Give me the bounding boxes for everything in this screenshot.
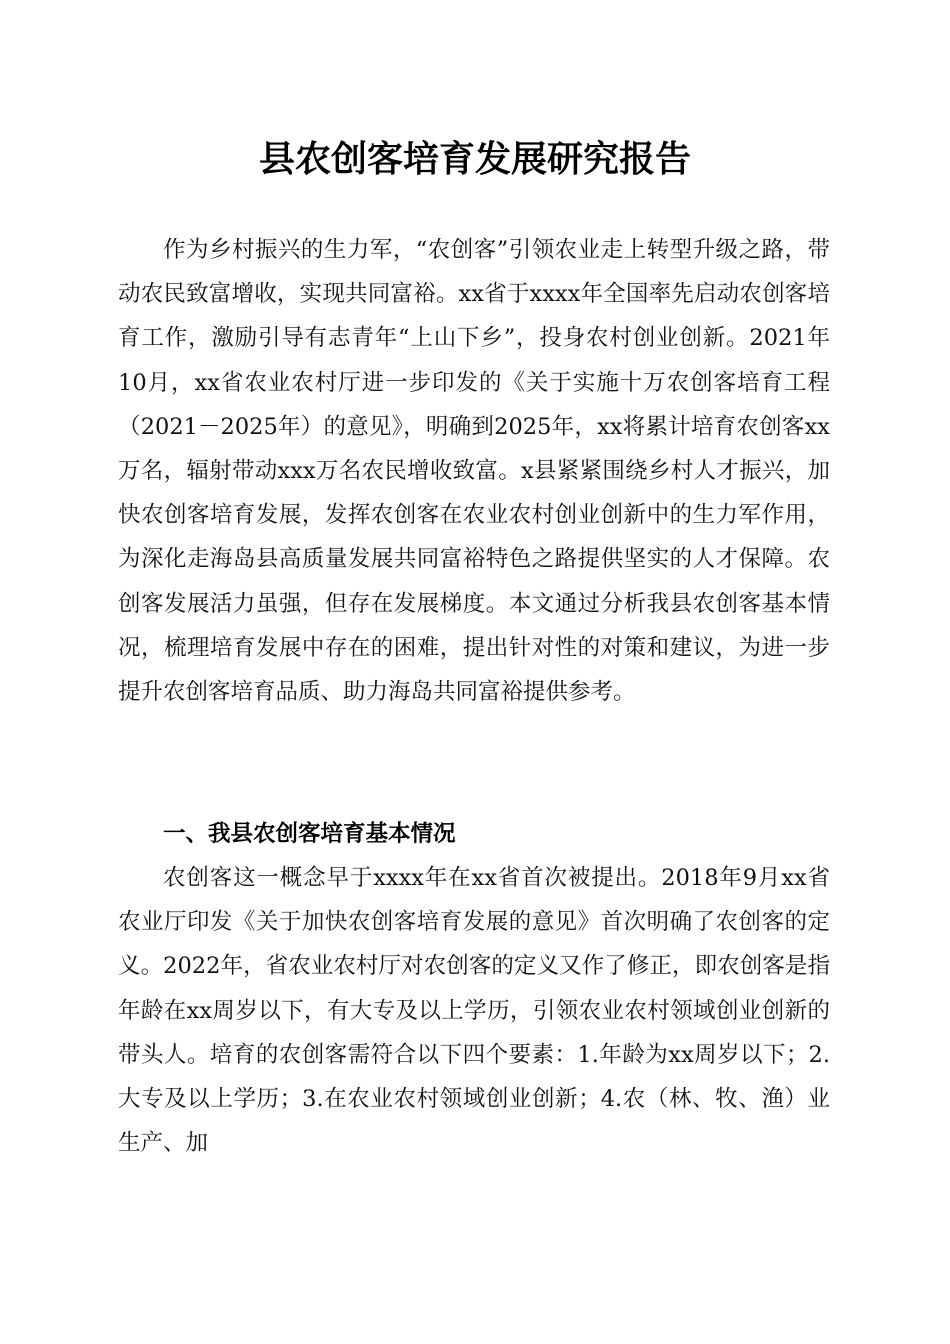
section-heading: 一、我县农创客培育基本情况 <box>163 821 456 847</box>
intro-paragraph: 作为乡村振兴的生力军，“农创客”引领农业走上转型升级之路，带动农民致富增收，实现共同富裕。xx省于xxxx年全国率先启动农创客培育工作，激励引导有志青年“上山下乡”，投身农村创业创新。2021年10月，xx省农业农村厅进一步印发的《关于实施十万农创客培育工程（2021－2025年）的意见》，明确到2025年，xx将累计培育农创客xx万名，辐射带动xxx万名农民增收致富。x县紧紧围绕乡村人才振兴，加快农创客培育发展，发挥农创客在农业农村创业创新中的生力军作用，为深化走海岛县高质量发展共同富裕特色之路提供坚实的人才保障。农创客发展活力虽强，但存在发展梯度。本文通过分析我县农创客基本情况，梳理培育发展中存在的困难，提出针对性的对策和建议，为进一步提升农创客培育品质、助力海岛共同富裕提供参考。 <box>118 237 830 706</box>
document-title: 县农创客培育发展研究报告 <box>258 138 691 180</box>
section-paragraph: 农创客这一概念早于xxxx年在xx省首次被提出。2018年9月xx省农业厅印发《关于加快农创客培育发展的意见》首次明确了农创客的定义。2022年，省农业农村厅对农创客的定义又作了修正，即农创客是指年龄在xx周岁以下，有大专及以上学历，引领农业农村领域创业创新的带头人。培育的农创客需符合以下四个要素：1.年龄为xx周岁以下；2.大专及以上学历；3.在农业农村领域创业创新；4.农（林、牧、渔）业生产、加 <box>118 865 830 1157</box>
